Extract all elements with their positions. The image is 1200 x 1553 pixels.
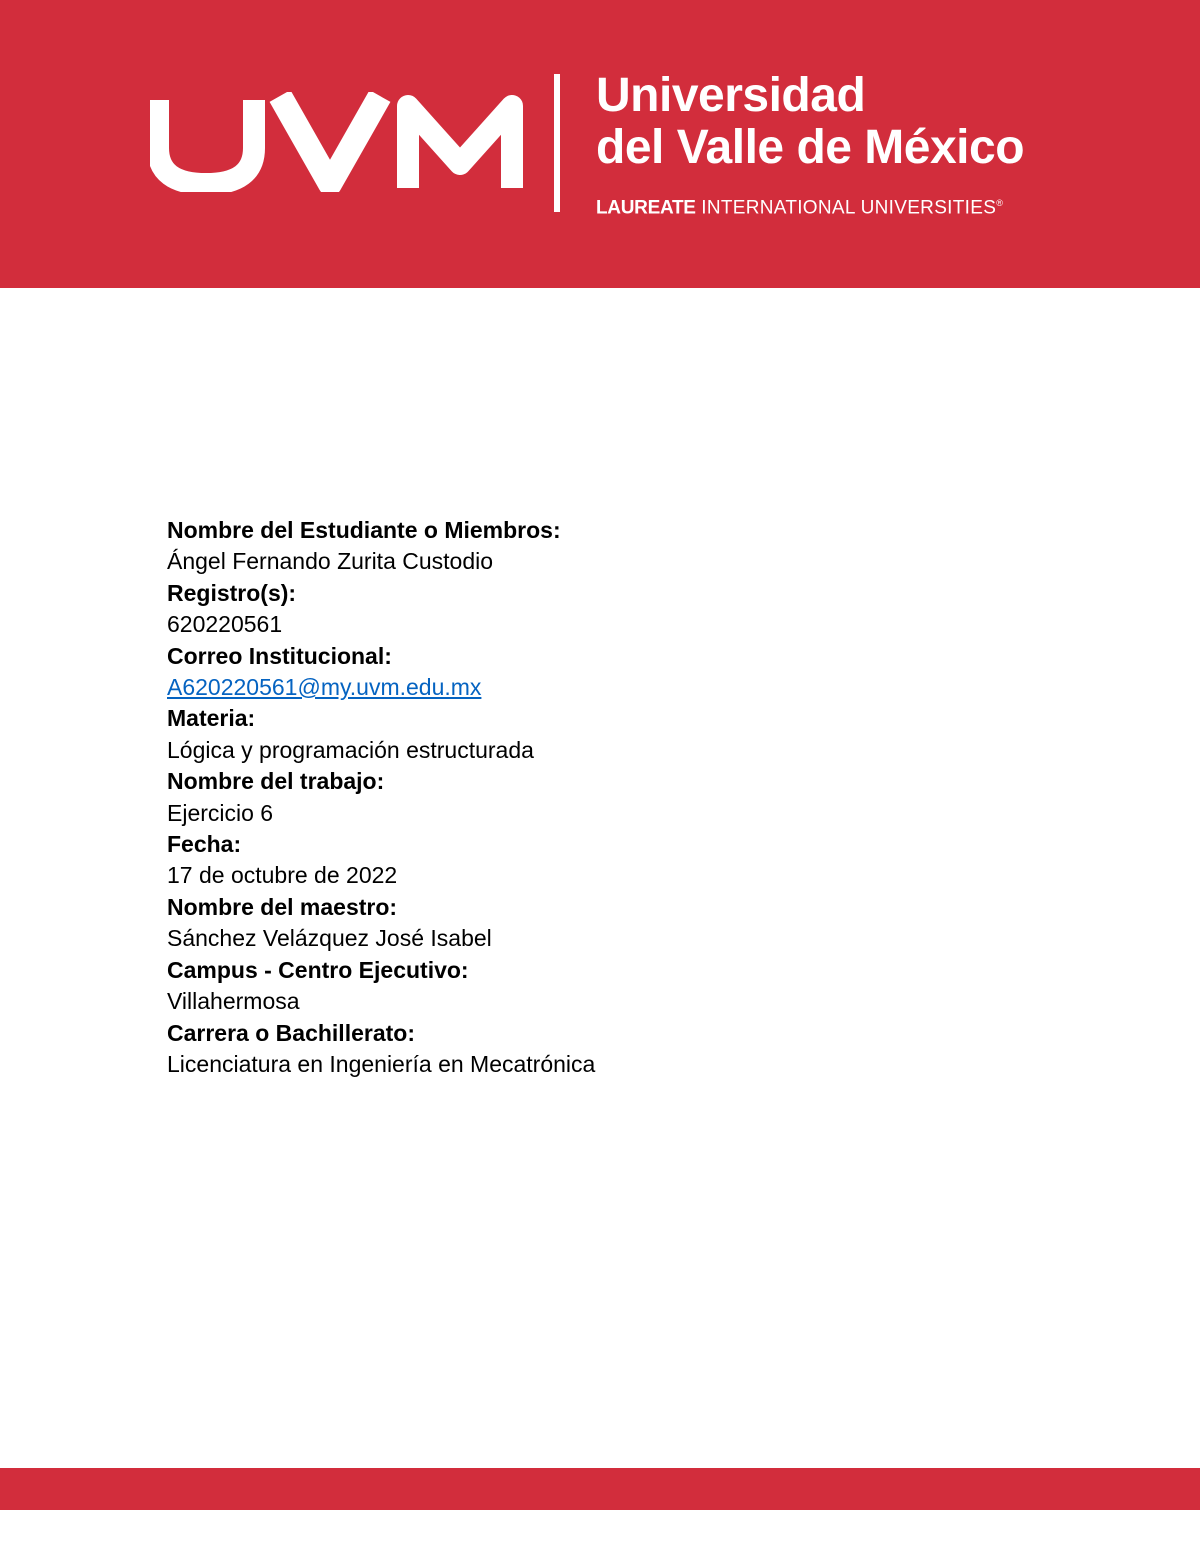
laureate-rest-text: INTERNATIONAL UNIVERSITIES: [701, 197, 997, 219]
header-band: [0, 0, 1200, 288]
university-name-line2: del Valle de México: [596, 121, 1025, 174]
email-label: Correo Institucional:: [167, 642, 392, 669]
campus-label: Campus - Centro Ejecutivo:: [167, 956, 469, 983]
student-name-value: Ángel Fernando Zurita Custodio: [167, 548, 494, 575]
email-link[interactable]: A620220561@my.uvm.edu.mx: [167, 674, 482, 701]
student-name-label: Nombre del Estudiante o Miembros:: [167, 517, 561, 543]
teacher-value: Sánchez Velázquez José Isabel: [167, 925, 492, 952]
footer-band: [0, 1468, 1200, 1510]
career-value: Licenciatura en Ingeniería en Mecatrónica: [167, 1050, 596, 1077]
university-name-line1: Universidad: [596, 69, 866, 122]
career-label: Carrera o Bachillerato:: [167, 1019, 415, 1046]
subject-value: Lógica y programación estructurada: [167, 736, 534, 763]
email-value-row: [167, 672, 1067, 703]
teacher-label: Nombre del maestro:: [167, 893, 398, 920]
cover-info-block: [167, 515, 1067, 1080]
registered-mark: ®: [996, 198, 1004, 208]
subject-label: Materia:: [167, 705, 256, 732]
uvm-monogram-logo: [150, 92, 530, 192]
registration-value: 620220561: [167, 611, 283, 638]
registration-label: Registro(s):: [167, 579, 297, 606]
assignment-label: Nombre del trabajo:: [167, 768, 385, 795]
laureate-tagline: [596, 192, 1024, 219]
date-label: Fecha:: [167, 831, 242, 858]
logo-divider: [554, 74, 560, 212]
university-wordmark: [596, 70, 1024, 219]
campus-value: Villahermosa: [167, 988, 300, 1015]
laureate-bold-text: LAUREATE: [596, 197, 696, 219]
assignment-value: Ejercicio 6: [167, 799, 274, 826]
date-value: 17 de octubre de 2022: [167, 862, 398, 889]
